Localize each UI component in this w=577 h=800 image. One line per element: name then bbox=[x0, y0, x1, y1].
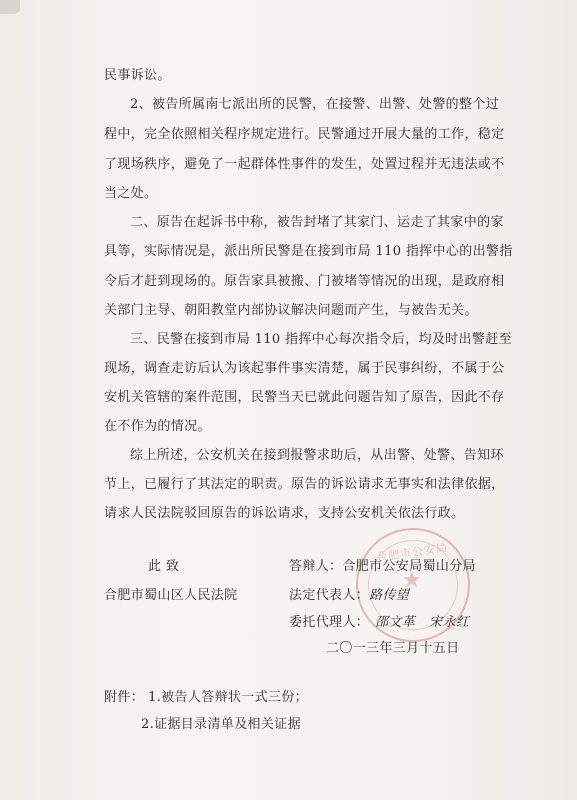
attachments-label: 附件： bbox=[104, 690, 145, 705]
body-line-2: 2、被告所属南七派出所的民警，在接警、出警、处警的整个过 bbox=[130, 97, 500, 112]
body-line-7: 具等，实际情况是，派出所民警是在接到市局 110 指挥中心的出警指 bbox=[104, 244, 513, 259]
legal-representative-label: 法定代表人： bbox=[289, 588, 370, 603]
body-line-4: 了现场秩序，避免了一起群体性事件的发生，处置过程并无违法或不 bbox=[104, 157, 505, 172]
agent-line bbox=[289, 615, 469, 631]
scan-edge-mark bbox=[0, 0, 20, 14]
document-date: 二〇一三年三月十五日 bbox=[326, 641, 460, 656]
body-line-1: 民事诉讼。 bbox=[104, 68, 171, 83]
attachments-line-1 bbox=[104, 690, 308, 706]
closing-court: 合肥市蜀山区人民法院 bbox=[104, 588, 238, 603]
attachment-item-1: 1.被告人答辩状一式三份； bbox=[148, 690, 309, 705]
agent-label: 委托代理人： bbox=[289, 615, 370, 630]
body-line-10: 三、民警在接到市局 110 指挥中心每次指令后，均及时出警赶至 bbox=[130, 332, 512, 347]
respondent-line: 答辩人：合肥市公安局蜀山分局 bbox=[289, 559, 476, 574]
body-line-8: 令后才赶到现场的。原告家具被搬、门被堵等情况的出现，是政府相 bbox=[104, 274, 505, 289]
body-line-13: 在不作为的情况。 bbox=[104, 419, 211, 434]
seal-star-icon: ★ bbox=[402, 568, 422, 593]
closing-salutation: 此 致 bbox=[148, 559, 180, 574]
seal-text: 合肥市公安局 bbox=[375, 541, 449, 564]
legal-representative-signature: 路传望 bbox=[369, 588, 410, 603]
body-line-6: 二、原告在起诉书中称，被告封堵了其家门、运走了其家中的家 bbox=[130, 215, 504, 230]
body-line-16: 请求人民法院驳回原告的诉讼请求，支持公安机关依法行政。 bbox=[104, 506, 465, 521]
attachment-item-2: 2.证据目录清单及相关证据 bbox=[141, 717, 301, 732]
body-line-14: 综上所述，公安机关在接到报警求助后，从出警、处警、告知环 bbox=[130, 448, 504, 463]
agent-signature-2: 宋永红 bbox=[429, 615, 470, 630]
body-line-9: 关部门主导、朝阳教堂内部协议解决问题而产生，与被告无关。 bbox=[104, 303, 478, 318]
body-line-5: 当之处。 bbox=[104, 186, 158, 201]
agent-signature-1: 邵文革 bbox=[375, 615, 416, 630]
body-line-12: 安机关管辖的案件范围，民警当天已就此问题告知了原告，因此不存 bbox=[104, 390, 505, 405]
body-line-11: 现场，调查走访后认为该起事件事实清楚，属于民事纠纷，不属于公 bbox=[104, 361, 505, 376]
body-line-3: 程中，完全依照相关程序规定进行。民警通过开展大量的工作，稳定 bbox=[104, 127, 505, 142]
body-line-15: 节上，已履行了其法定的职责。原告的诉讼请求无事实和法律依据， bbox=[104, 477, 505, 492]
legal-representative-line bbox=[289, 588, 409, 604]
